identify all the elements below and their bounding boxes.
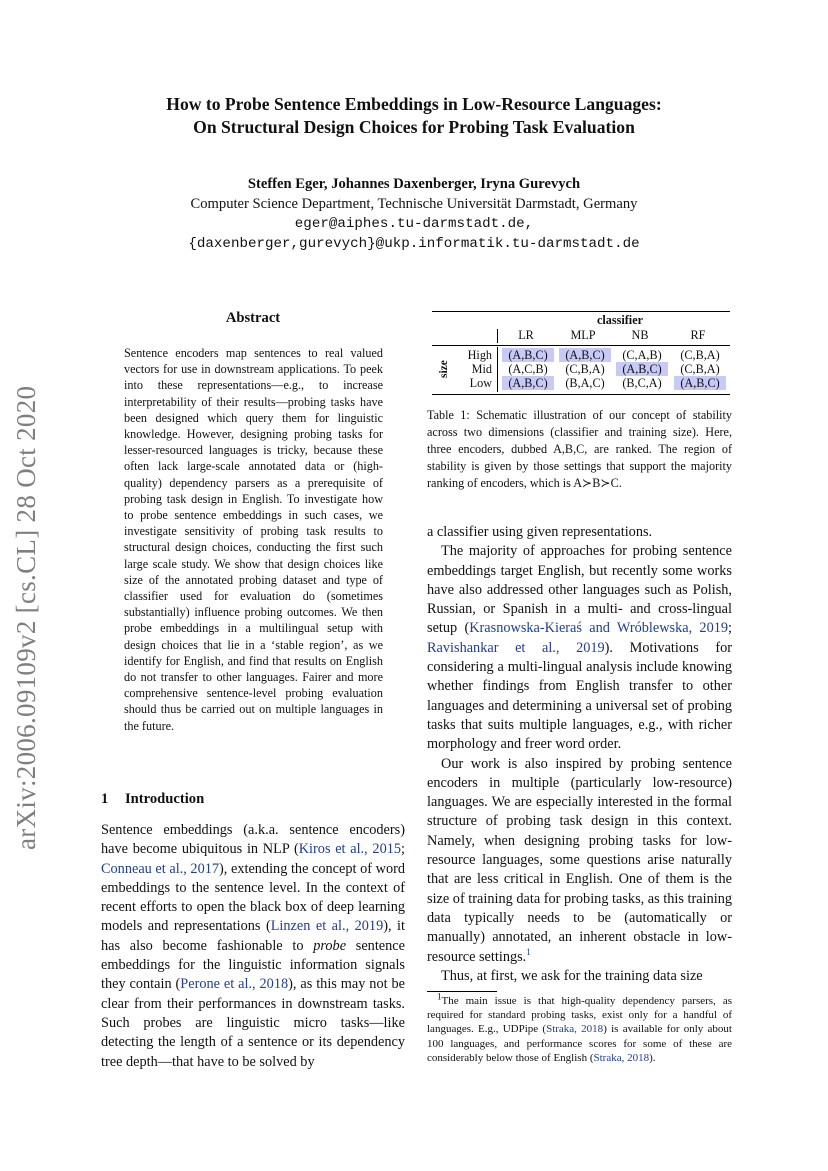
table-cell: (B,A,C) [565, 376, 605, 390]
table-cell: (A,B,C) [502, 348, 554, 362]
table-col-header: LR [518, 328, 534, 342]
table-cell: (C,B,A) [565, 362, 605, 376]
table-col-header: RF [690, 328, 706, 342]
footnote-text: ) is available for only about 100 languages, and performance scores for some of these are considerably below those of English ( [427, 1023, 732, 1064]
body-text: ; [728, 620, 733, 637]
table-cell: (A,B,C) [559, 348, 611, 362]
citation-link[interactable]: Ravishankar et al., 2019 [427, 639, 605, 656]
table-col-header: MLP [570, 328, 596, 342]
intro-text: ), extending the concept of word embeddings to the sentence level. In the context of recent efforts to open the black box of deep learning models and representations ( [101, 860, 406, 935]
email-1: eger@aiphes.tu-darmstadt.de, [294, 216, 534, 232]
abstract-heading: Abstract [225, 310, 281, 326]
table-cell: (A,B,C) [502, 376, 554, 390]
table-cell: (C,B,A) [680, 348, 720, 362]
title-line-1: How to Probe Sentence Embeddings in Low-Resource Languages: [166, 94, 662, 114]
body-text: ). Motivations for considering a multi-lingual analysis include knowing whether findings from English transfer to other languages and determining a universal set of probing tasks that suits multiple languages, e.g., with richer morphology and freer word order. [427, 639, 732, 753]
body-text: Our work is also inspired by probing sentence encoders in multiple (particularly low-resource) languages. We are especially interested in the formal structure of probing task design in this context. Namely, when designing probing tasks for low-resource languages, some questions arise naturally that are less critical in English. One of them is the size of training data for probing tasks, as this training data typically needs to be (automatically or manually) annotated, an inherent obstacle in low-resource settings. [427, 755, 732, 965]
arxiv-stamp: arXiv:2006.09109v2 [cs.CL] 28 Oct 2020 [11, 385, 41, 850]
email-2: {daxenberger,gurevych}@ukp.informatik.tu-darmstadt.de [188, 236, 640, 252]
right-column-text [427, 523, 732, 986]
title-line-2: On Structural Design Choices for Probing Task Evaluation [193, 117, 635, 137]
citation-link[interactable]: Conneau et al., 2017 [101, 860, 220, 877]
table-size-label: size [438, 360, 450, 378]
table-cell: (A,C,B) [508, 362, 548, 376]
table-cell: (C,B,A) [680, 362, 720, 376]
table-caption: Table 1: Schematic illustration of our concept of stability across two dimensions (classifier and training size). Here, three encoders, dubbed A,B,C, are ranked. The region of stability is given by those settings that support the majority ranking of encoders, which is A≻B≻C. [427, 408, 732, 490]
paragraph [427, 542, 732, 754]
table-bottom-rule [432, 394, 730, 395]
intro-paragraph [101, 821, 405, 1072]
intro-text: ), it has also become fashionable to [101, 918, 405, 954]
table-row-label: Mid [471, 362, 492, 376]
table-col-header: NB [631, 328, 649, 342]
citation-link[interactable]: Straka, 2018 [593, 1051, 650, 1064]
table-vertical-rule [497, 347, 498, 392]
affiliation: Computer Science Department, Technische Universität Darmstadt, Germany [190, 196, 638, 212]
body-text: The majority of approaches for probing sentence embeddings target English, but recently some works have also addressed other languages such as Polish, Russian, or Spanish in a multi- and cross-lingual setup ( [427, 543, 732, 637]
section-heading [101, 791, 405, 808]
table-cell: (C,A,B) [622, 348, 662, 362]
intro-text: Sentence embeddings (a.k.a. sentence encoders) have become ubiquitous in NLP ( [101, 822, 405, 858]
table-cell: (B,C,A) [622, 376, 662, 390]
table-group-header: classifier [596, 313, 644, 327]
paragraph: a classifier using given representations. [427, 524, 653, 540]
paper-title [0, 93, 828, 139]
citation-link[interactable]: Straka, 2018 [546, 1023, 604, 1036]
paragraph [427, 755, 732, 967]
footnote [427, 991, 732, 1065]
intro-text: ), as this may not be clear from their performances in downstream tasks. Such probes are linguistic micro tasks—like detecting the length of a sentence or its dependency tree depth—that have to be solved by [101, 976, 405, 1070]
table-mid-rule [432, 345, 730, 346]
section-title: Introduction [125, 791, 205, 807]
citation-link[interactable]: Linzen et al., 2019 [270, 918, 384, 935]
author-block [0, 174, 828, 254]
table-cell: (A,B,C) [674, 376, 726, 390]
footnote-marker[interactable]: 1 [526, 946, 531, 957]
paragraph: Thus, at first, we ask for the training data size [441, 967, 703, 984]
intro-text: sentence embeddings for the linguistic information signals they contain ( [101, 937, 405, 993]
emphasis-word: probe [313, 937, 347, 954]
author-names: Steffen Eger, Johannes Daxenberger, Iryna Gurevych [247, 176, 581, 192]
section-number: 1 [101, 791, 109, 807]
citation-link[interactable]: Kiros et al., 2015 [298, 841, 402, 858]
citation-link[interactable]: Krasnowska-Kieraś and Wróblewska, 2019 [469, 620, 729, 637]
table-row-label: High [467, 348, 492, 362]
table-top-rule [432, 311, 730, 312]
intro-text: ; [401, 841, 405, 858]
footnote-number: 1 [437, 991, 442, 1002]
abstract-text: Sentence encoders map sentences to real valued vectors for use in downstream applications. To peek into these representations—e.g., to increase interpretability of their results—probing tasks have been designed which query them for linguistic knowledge. However, designing probing tasks for lesser-resourced languages is tricky, because these often lack large-scale annotated data or (high-quality) dependency parsers as a prerequisite of probing task design in English. To investigate how to probe sentence embeddings in such cases, we investigate sensitivity of probing task results to structural design choices, conducting the first such large scale study. We show that design choices like size of the annotated probing dataset and type of classifier used for evaluation do (sometimes substantially) influence probing outcomes. We then probe embeddings in a multilingual setup with design choices that lie in a ‘stable region’, as we identify for English, and find that results on English do not transfer to other languages. Fairer and more comprehensive sentence-level probing evaluation should thus be carried out on multiple languages in the future. [124, 346, 383, 733]
footnote-text: The main issue is that high-quality dependency parsers, as required for standard probing tasks, exist only for a handful of languages. E.g., UDPipe ( [427, 995, 732, 1036]
footnote-text: ). [649, 1051, 656, 1064]
citation-link[interactable]: Perone et al., 2018 [180, 976, 289, 993]
table-cell: (A,B,C) [616, 362, 668, 376]
table-row-label: Low [469, 376, 492, 390]
